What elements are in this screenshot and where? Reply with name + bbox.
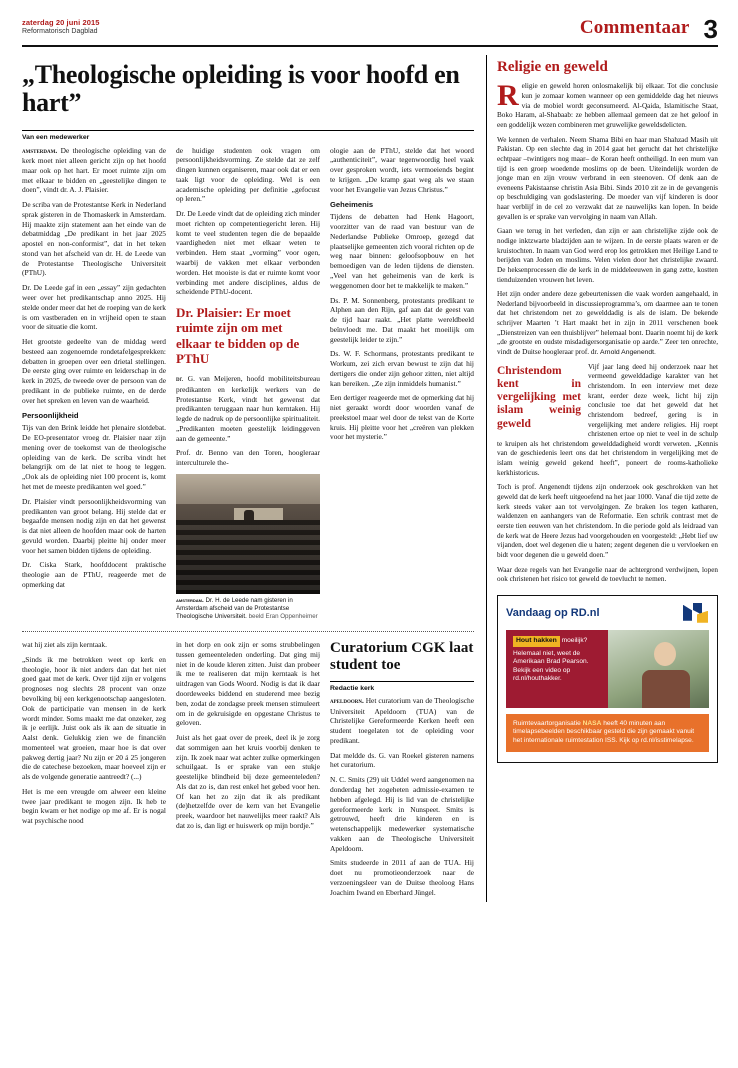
paragraph: ologie aan de PThU, stelde dat het woord „authenticiteit”, waar tegenwoordig heel vaak over gesproken wordt, iets vermoeiends begint te krijgen. „De kramp gaat weg als we staan voor het Evangelie van Jezus Christus.” (330, 145, 474, 194)
continuation-column-1 (22, 640, 166, 902)
section-divider (22, 631, 474, 632)
paragraph: amsterdam. De theologische opleiding van de kerk moet niet alleen gericht zijn op het hoofd maar ook op het hart. Er moet ruimte zijn om met elkaar te bidden en „geestelijke dingen te doen”, vindt dr. A. J. Plaisier. (22, 145, 166, 195)
photo-credit: beeld Eran Oppenheimer (248, 613, 318, 621)
paragraph: Een dertiger reageerde met de opmerking dat hij niet geraakt wordt door woorden vanaf de preekstoel maar wel door de tekst van de Korte kruis. Hij pleitte voor het „creëren van plekken voor het mysterie.” (330, 393, 474, 442)
paragraph: Dr. Plaisier vindt persoonlijkheidsvorming van predikanten van groot belang. Hij stelde dat er begaafde mensen nodig zijn en dat het gewenst is dat niet alleen de hoofden maar ook de harten gevuld worden. Daarbij pleitte hij onder meer voor het samen bidden tijdens de opleiding. (22, 496, 166, 555)
vandaag-header (506, 603, 709, 623)
paragraph: in het dorp en ook zijn er soms strubbelingen tussen gemeenteleden onderling. Dat ging mij niet in de koude kleren zitten. Juist dan probeer ik me te realiseren dat mijn kerntaak is het uitdragen van Gods Woord. Nodig is dat ik daar doordeweeks biddend en studerend mee bezig ben, zodat de zondagse preek mensen stimuleert om in de gekruisigde en opgestane Christus te geloven. (176, 640, 320, 728)
promo-iss[interactable] (506, 714, 709, 752)
byline: Van een medewerker (22, 130, 474, 141)
photo-caption (176, 597, 320, 621)
photo-audience (176, 520, 320, 594)
article-columns (22, 146, 474, 622)
commentary-pull-quote: Christendom kent in vergelijking met islam weinig geweld (497, 364, 581, 430)
page-title: „Theologische opleiding is voor hoofd en hart” (22, 60, 460, 118)
paragraph: Dat meldde ds. G. van Roekel gisteren namens het curatorium. (330, 750, 474, 770)
paragraph-text: eligie en geweld horen onlosmakelijk bij elkaar. Tot die conclusie kun je zomaar komen wanneer op een gemiddelde dag het nieuws via de mobiel wordt geconsumeerd. Al-Qaida, Islamitische Staat, Boko Haram, al-Shabaab: ze hebben allemaal gemeen dat ze het geloof in een goddelijk wezen combineren met gruwelijke geweldsdelicten. (497, 82, 718, 129)
article-column-2 (176, 146, 320, 622)
subheading-geheimenis: Geheimenis (330, 200, 374, 210)
article-column-1 (22, 146, 166, 622)
paragraph: N. C. Smits (29) uit Uddel werd aangenomen na donderdag het zogeheten admissie-examen te hebben afgelegd. Hij is lid van de christelijke gereformeerde kerk in Nunspeet. Smits is getrouwd, heeft drie kinderen en is wetenschappelijk medewerker systematische vakken aan de Theologische Universiteit Apeldoorn. (330, 775, 474, 853)
curatorium-article (330, 640, 474, 902)
paragraph: Dr. De Leede gaf in een „essay” zijn gedachten weer over het predikantschap anno 2025. Hij stelde onder meer dat het de roeping van de kerk is om vastberaden en in vrijheid open te staan voor de situatie die komt. (22, 283, 166, 332)
paragraph: Dr. De Leede vindt dat de opleiding zich minder moet richten op competentiegericht leren. Hij komt te veel studenten tegen die de bepaalde vaardigheden niet met elkaar weten te verbinden. Hem staat „vorming” voor ogen, waarbij de vakken met elkaar verbonden worden. Het mooiste is dat er ruimte komt voor verbinding met andere disciplines, aldus de scheidende PThU-docent. (176, 209, 320, 297)
paragraph: Waar deze regels van het Evangelie naar de achtergrond verdwijnen, lopen ook christenen het risico tot geweld de toevlucht te nemen. (497, 565, 718, 584)
commentary-author: Arnold Angenendt. (600, 349, 656, 357)
paragraph: de huidige studenten ook vragen om persoonlijkheidsvorming. Ze stelde dat ze zelf dingen kunnen organiseren, maar ook dat er een taak ligt voor de opleiding. Wel is een academische opleiding per definitie „gefocust op leren.” (176, 145, 320, 204)
commentary-section (486, 55, 718, 902)
paragraph: Smits studeerde in 2011 af aan de TUA. Hij doet nu promotieonderzoek naar de verzoeningsleer van de Duitse theoloog Hans Joachim Iwand en Eberhard Jüngel. (330, 858, 474, 897)
paragraph: Tijdens de debatten had Henk Hagoort, voorzitter van de raad van bestuur van de Nederlandse Publieke Omroep, gezegd dat plaatselijke gemeenten zich vooral richten op de weg naar binnen: geloofsopbouw en het bemoedigen van de leden tijdens de diensten. „Veel van het geheimenis van de kerk is weggenomen door het te makkelijk te maken.” (330, 212, 474, 290)
curatorium-headline: Curatorium CGK laat student toe (330, 640, 474, 673)
paragraph: Ds. P. M. Sonnenberg, protestants predikant te Alphen aan den Rijn, gaf aan dat de geest van de tijd haar raakt. „Het platte wereldbeeld beïnvloedt me. Dat maakt het moeilijk om geestelijk leider te zijn.” (330, 295, 474, 344)
promo-iss-brand: NASA (582, 719, 602, 727)
paragraph: Tijs van den Brink leidde het plenaire slotdebat. De EO-presentator vroeg dr. Plaisier naar zijn mening over de toekomst van de theologische opleiding van de kerk. De scriba vindt het belangrijk om de lat niet te hoog te leggen. „Ook als de opleiding niet 100 procent is, komt het met de meeste predikanten wel goed.” (22, 423, 166, 492)
promo-iss-text: heeft 40 minuten aan timelapsebeelden beschikbaar gesteld die zijn gemaakt vanuit het internationale ruimtestation ISS. Kijk op rd.nl/isstimelapse. (513, 719, 695, 745)
drop-cap: R (497, 79, 519, 113)
paragraph: Prof. dr. Benno van den Toren, hoogleraar interculturele the- (176, 448, 320, 468)
commentary-body (497, 79, 718, 584)
paragraph: Gaan we terug in het verleden, dan zijn er aan christelijke zijde ook de nodige inktzwarte bladzijden aan te wijzen. In de eerste plaats waren er de kruistochten. In naam van God werd erop los getrokken met Heilige Land te berijden van Joden en moslims. Velen vielen door het christelijke zwaard. De heksenprocessen die de kerk in de middeleeuwen in gang zette, kostten tienduizenden vrouwen het leven. (497, 227, 718, 284)
publication-name: Reformatorisch Dagblad (22, 28, 98, 35)
article-photo (176, 474, 320, 594)
article-column-3 (330, 146, 474, 622)
promo-houthakker[interactable] (506, 630, 709, 708)
section-title: Commentaar (579, 17, 690, 38)
masthead-right (579, 14, 718, 44)
vandaag-title: Vandaag op RD.nl (506, 606, 600, 619)
paragraph-text: Vijf jaar lang deed hij onderzoek naar het vermeend gewelddadige karakter van het christendom. In een interview met deze krant, eerder deze week, licht hij zijn conclusie toe dat het geweld dat het christendom bedreef, gering is in vergelijking met andere religies. Hij roept christenen ertoe op niet te veel in de schulp te kruipen als het christendom gewelddadigheid wordt verweten. „Kennis van de geschiedenis leert ons dat het christendom in vergelijking met de islam weinig geweld gekend heeft”, poneert de rooms-katholieke kerkhistoricus. (497, 362, 718, 477)
continuation-column-2 (176, 640, 320, 902)
paragraph: De scriba van de Protestantse Kerk in Nederland sprak gisteren in de Thomaskerk in Amsterdam. Hij maakte zijn statement aan het einde van de debatmiddag „De predikant in het jaar 2025 apostel en non-conformist”, dat in het teken stond van het afscheid van dr. H. de Leede van de Protestantse Theologische Universiteit (PThU). (22, 200, 166, 278)
paragraph: Dr. Ciska Stark, hoofddocent praktische theologie aan de PThU, reageerde met de opmerking dat (22, 560, 166, 589)
commentary-title: Religie en geweld (497, 59, 608, 76)
paragraph: Juist als het gaat over de preek, deel ik je zorg dat sommigen aan het kruis voorbij denken te zijn. Ik zoek naar wat achter zulke opmerkingen schuilgaat. Is er sprake van een stukje geestelijke blindheid bij deze gemeenteleden? Als dat zo is, dan rest enkel het gebed voor hen. Of kan het zo zijn dat ik als predikant (de)hetzelfde over de kern van het Evangelie preek, waardoor het nauwelijks meer raakt? Als dat zo is, dan ligt er huiswerk op mijn bordje.” (176, 733, 320, 830)
publication-date: zaterdag 20 juni 2015 (22, 18, 100, 27)
photo-ceiling (176, 474, 320, 504)
pull-quote: Dr. Plaisier: Er moet ruimte zijn om met elkaar te bidden op de PThU (176, 305, 300, 367)
photo-caption-dateline: amsterdam. (176, 596, 204, 604)
paragraph: Het grootste gedeelte van de middag werd besteed aan zogenoemde rondetafelgesprekken: debatten in groepen over een drietal stellingen. De eerste ging over ruimte en leiderschap in de kerk in 2025, de tweede over de persoon van de predikant in de publieke ruimte, en de derde over het spreken en leven van de waarheid. (22, 337, 166, 405)
rd-logo-icon (683, 603, 709, 623)
paragraph (497, 363, 718, 479)
paragraph (497, 79, 718, 130)
masthead-left (22, 18, 100, 35)
paragraph: wat hij ziet als zijn kerntaak. (22, 640, 107, 650)
paragraph-text: Het zijn onder andere deze gebeurtenissen die vaak worden aangehaald, in Nederland bijvoorbeeld in discussieprogramma’s, om daarmee aan te tonen dat het christendom net zo gewelddadig is als de islam. De bekende schrijver Maarten ’t Hart maakt het in zijn in 2011 verschenen boek „Dienstreizen van een thuisblijver” helemaal bont. Daarin noemt hij de kerk „de grootste en oudste misdadigersorganisatie op aarde.” Zeer ten onrechte, vindt de Duitse hoogleraar prof. dr. (497, 290, 718, 357)
paragraph: We kennen de verhalen. Neem Shama Bibi en haar man Shahzad Masih uit Pakistan. Op een slechte dag in 2014 gaat het gerucht dat het christelijke echtpaar –twintigers nog maar– de Koran heeft ontheiligd. In een mum van tijd is een groep woedende moslims op de been. Uiteindelijk worden de jonge man en zijn vrouw verbrand in een steenoven. Of denk aan de eveneens Pakistaanse christin Asia Bibi. Sinds 2010 zit ze in de gevangenis op beschuldiging van godslastering. De moeder van vijf kinderen is door haar verblijf in de cel zo verzwakt dat ze nauwelijks kan lopen. In beide gevallen is er sprake van vervolging in naam van Allah. (497, 135, 718, 221)
masthead (22, 14, 718, 47)
page-number: 3 (703, 14, 718, 44)
promo-houthakker-image (608, 630, 710, 708)
paragraph: dr. G. van Meijeren, hoofd mobiliteitsbureau predikanten en kerkelijk werkers van de Protestantse Kerk, vindt het gewenst dat predikanten teruggaan naar hun kerntaken. Hij legde de nadruk op de persoonlijke spiritualiteit. „Predikanten moeten geestelijk leidinggeven aan de gemeente.” (176, 374, 320, 443)
bottom-articles (22, 640, 474, 902)
promo-iss-lead: Ruimtevaartorganisatie (513, 719, 581, 727)
promo-houthakker-text (506, 630, 608, 708)
paragraph: Het is me een vreugde om alweer een kleine twee jaar predikant te mogen zijn. Ik heb te begin kwam er het nodige op me af. Er is nogal wat psychische nood (22, 786, 166, 826)
subheading-persoonlijkheid: Persoonlijkheid (22, 411, 79, 421)
paragraph (497, 290, 718, 357)
promo-tag: Hout hakken (513, 636, 560, 647)
vandaag-op-rdnl-box (497, 595, 718, 763)
promo-body: moeilijk? Helemaal niet, weet de Amerikaan Brad Pearson. Bekijk een video op rd.nl/houthakker. (513, 636, 589, 683)
paragraph: apeldoorn. Het curatorium van de Theologische Universiteit Apeldoorn (TUA) van de Christelijke Gereformeerde Kerken heeft een student toegelaten tot de opleiding voor predikant. (330, 696, 474, 745)
paragraph: „Sinds ik me betrokken weet op kerk en theologie, hoor ik niet anders dan dat het niet goed gaat met de kerk. Over tijd zijn er volgens prognoses nog slechts 28 procent van onze bevolking bij een kerkgenootschap aangesloten. Ook de participatie van mensen in de kerk wordt minder. Soms maakt me dat onzeker, zeg ik je eerlijk. Juist ook als ik aan de situatie in Aalst denk. Gelukkig zien we de financiën momenteel wat groeien, maar hoe is dat over pakweg dertig jaar? Nu zijn er 20 á 25 jongeren die de catechese bezoeken, maar hoeveel zijn er als de volgende generatie aantreedt? (...) (22, 654, 166, 782)
left-section (22, 55, 474, 902)
photo-caption-text: Dr. H. de Leede nam gisteren in Amsterdam afscheid van de Protestantse Theologische Universiteit. (176, 596, 293, 621)
paragraph: Ds. W. F. Schormans, protestants predikant te Workum, zei zich ervan bewust te zijn dat hij dertigers die onder zijn gehoor zitten, niet altijd kan bereiken. „Ze zijn inmiddels humanist.” (330, 349, 474, 388)
curatorium-byline: Redactie kerk (330, 681, 474, 692)
paragraph: Toch is prof. Angenendt tijdens zijn onderzoek ook geschrokken van het geweld dat de kerk heeft uitgeoefend na het jaar 1000. Vanaf die tijd zette de kerk steeds vaker aan tot vervolgingen. Ze braken los tegen katharen, waldenzen en aanhangers van de Reformatie. Een schrik contrast met de eerste tien eeuwen van het christendom. In die periode gold als leidraad van de kerk wat de Heere Jezus had voorgehouden en voorgesteld: „Hebt lief uw vijanden, doet wel degenen die u haten; zegent degenen die u vervloeken en bidt voor degenen die u geweld doen.” (497, 483, 718, 559)
